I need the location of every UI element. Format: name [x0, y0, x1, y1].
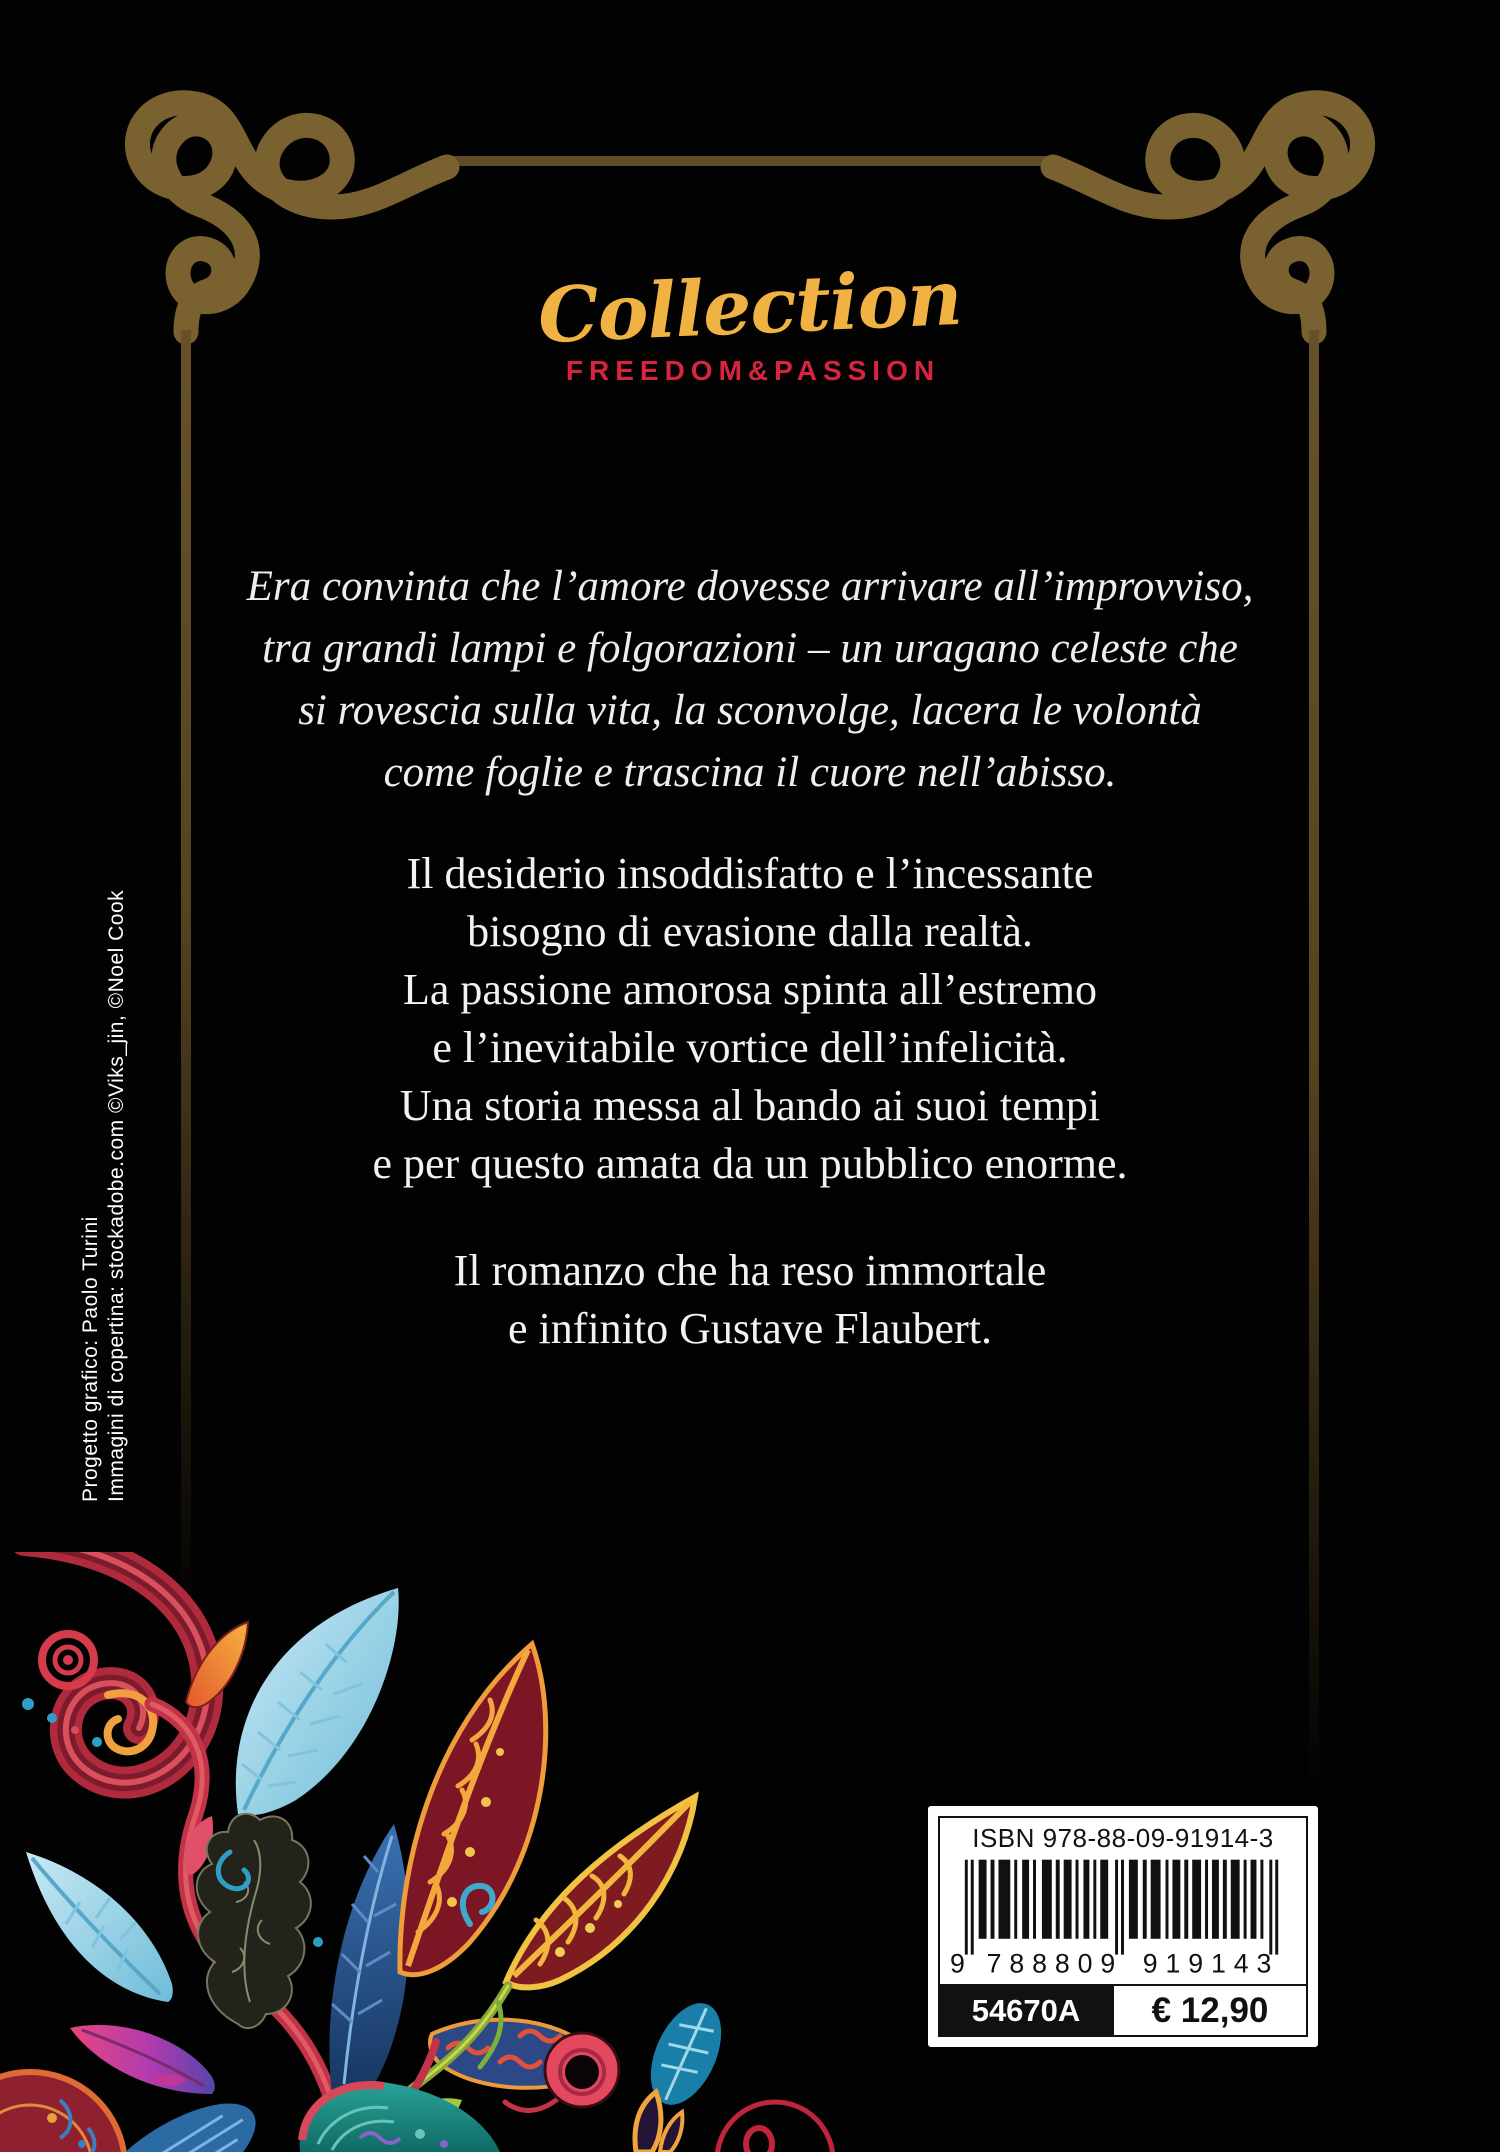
- red-donut: [545, 2033, 619, 2107]
- green-leaf: [362, 2098, 462, 2152]
- feather-leaf-large: [236, 1588, 399, 1815]
- solid-blue-leaf: [77, 2081, 273, 2152]
- tall-blue-leaf: [329, 1824, 409, 2102]
- body-line: e per questo amata da un pubblico enorme.: [372, 1139, 1128, 1188]
- teal-leaf-small: [637, 1992, 736, 2115]
- code-price-row: [940, 1984, 1306, 2035]
- flame-leaf: [635, 2092, 682, 2152]
- magenta-leaf: [70, 2025, 215, 2094]
- teal-paisley: [300, 2081, 500, 2152]
- description-paragraph-1: [0, 845, 1500, 1193]
- price: € 12,90: [1112, 1986, 1306, 2035]
- red-stem: [152, 1704, 345, 2152]
- body-line: bisogno di evasione dalla realtà.: [467, 907, 1033, 956]
- orange-paisley-curl: [108, 1693, 154, 1751]
- barcode-block: [928, 1806, 1318, 2047]
- body-line: e infinito Gustave Flaubert.: [508, 1304, 992, 1353]
- barcode-digit-lead: 9: [949, 1948, 965, 1979]
- barcode-area: [940, 1854, 1306, 1984]
- quote-block: [0, 556, 1500, 804]
- quote-line: Era convinta che l’amore dovesse arrivare all’improvviso,: [246, 563, 1254, 610]
- credits-vertical-text: [78, 890, 130, 1502]
- body-line: Il romanzo che ha reso immortale: [453, 1246, 1047, 1295]
- ornate-gold-leaf: [506, 1797, 695, 1987]
- isbn-label: ISBN 978-88-09-91914-3: [972, 1823, 1274, 1853]
- ornate-red-leaf: [400, 1644, 546, 1975]
- red-outline-circle: [717, 2102, 833, 2152]
- barcode-digits-left-group: 788809: [986, 1948, 1124, 1979]
- droplet-dots: [22, 1698, 323, 1947]
- ean-barcode: [949, 1859, 1297, 1979]
- series-name: Collection: [536, 252, 964, 361]
- floral-artwork: [0, 1552, 860, 2152]
- credits-images: Immagini di copertina: stockadobe.com ©Viks_jin, ©Noel Cook: [105, 889, 128, 1502]
- frame-top-line: [440, 156, 1060, 166]
- quote-line: si rovescia sulla vita, la sconvolge, lacera le volontà: [298, 687, 1202, 734]
- body-line: Il desiderio insoddisfatto e l’incessante: [406, 849, 1094, 898]
- barcode-digits-right-group: 919143: [1142, 1948, 1280, 1979]
- small-red-leaf: [184, 1816, 213, 1875]
- ornate-ball: [0, 2072, 125, 2152]
- credits-design: Progetto grafico: Paolo Turini: [79, 1216, 102, 1502]
- blue-patterned-leaf: [430, 2020, 612, 2088]
- description-paragraph-2: [0, 1242, 1500, 1358]
- paisley-swirl: [25, 1552, 207, 1783]
- body-line: e l’inevitabile vortice dell’infelicità.: [432, 1023, 1068, 1072]
- body-line: La passione amorosa spinta all’estremo: [402, 965, 1097, 1014]
- quote-line: come foglie e trascina il cuore nell’abisso.: [383, 749, 1117, 796]
- filigree-leaf: [197, 1814, 311, 2028]
- barcode-frame: [938, 1816, 1308, 2037]
- edition-code: 54670A: [940, 1986, 1112, 2035]
- quote-line: tra grandi lampi e folgorazioni – un uragano celeste che: [262, 625, 1238, 672]
- feather-leaf-left: [26, 1852, 173, 2002]
- target-circle: [42, 1634, 94, 1686]
- stems-and-curls: [218, 1852, 560, 2112]
- orange-leaf: [186, 1622, 248, 1707]
- series-tagline: FREEDOM&PASSION: [565, 355, 941, 386]
- body-line: Una storia messa al bando ai suoi tempi: [399, 1081, 1101, 1130]
- series-logo: [0, 252, 1500, 387]
